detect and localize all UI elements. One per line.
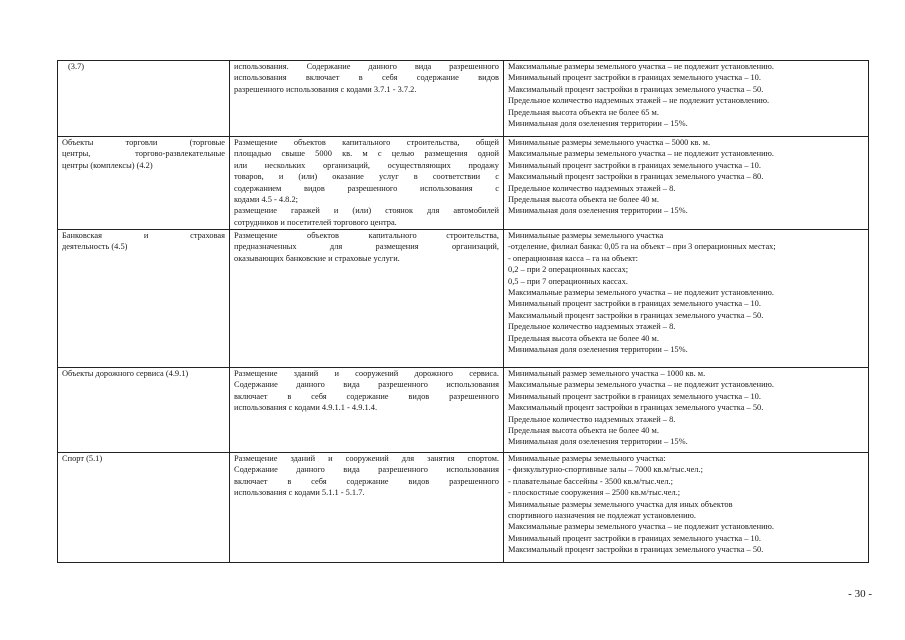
use-description-line: или нескольких организаций, осуществляющих продажу bbox=[234, 160, 499, 170]
parameter-line: Минимальный размер земельного участка – 1000 кв. м. bbox=[508, 369, 706, 378]
use-description-line: включает в себя содержание видов разрешенного bbox=[234, 476, 499, 486]
parameters-cell bbox=[504, 61, 869, 137]
use-description-line: содержанием видов разрешенного использования с bbox=[234, 183, 499, 193]
parameter-line: Предельная высота объекта не более 40 м. bbox=[508, 333, 659, 343]
use-description-line: кодами 4.5 - 4.8.2; bbox=[234, 195, 298, 205]
parameter-line: Минимальный процент застройки в границах земельного участка – 10. bbox=[508, 533, 761, 543]
parameter-line: Минимальные размеры земельного участка для иных объектов bbox=[508, 499, 733, 509]
parameter-line: 0,5 – при 7 операционных кассах. bbox=[508, 276, 628, 286]
parameter-line: -отделение, филиал банка: 0,05 га на объект – при 3 операционных местах; bbox=[508, 242, 776, 252]
use-description-line: оказывающих банковские и страховые услуги. bbox=[234, 253, 400, 263]
parameter-line: Предельная высота объекта не более 40 м. bbox=[508, 195, 659, 205]
use-type-name-line: центры, торгово-развлекательные bbox=[62, 149, 225, 159]
parameters-cell bbox=[504, 368, 869, 453]
use-description-line: Размещение зданий и сооружений для занятия спортом. bbox=[234, 454, 499, 463]
use-description-line: Содержание данного вида разрешенного использования bbox=[234, 465, 499, 475]
parameter-line: Максимальный процент застройки в границах земельного участка – 50. bbox=[508, 403, 764, 413]
use-description-line: Размещение объектов капитального строительства, bbox=[234, 231, 499, 240]
use-description-line: Размещение объектов капитального строительства, общей bbox=[234, 138, 499, 147]
page-number: - 30 - bbox=[848, 588, 872, 600]
use-description-line: сотрудников и посетителей торгового центра. bbox=[234, 217, 397, 227]
parameter-line: Минимальная доля озеленения территории – 15%. bbox=[508, 206, 688, 216]
use-description-line: использования включает в себя содержание видов bbox=[234, 73, 499, 83]
parameter-line: Минимальные размеры земельного участка bbox=[508, 231, 664, 240]
parameter-line: Минимальные размеры земельного участка – 5000 кв. м. bbox=[508, 138, 711, 147]
use-description-line: товаров, и (или) оказание услуг в соответствии с bbox=[234, 172, 499, 182]
parameter-line: Предельное количество надземных этажей – 8. bbox=[508, 322, 676, 332]
parameter-line: - плоскостные сооружения – 2500 кв.м/тыс.чел.; bbox=[508, 488, 681, 498]
parameter-line: Максимальные размеры земельного участка – не подлежит установлению. bbox=[508, 288, 774, 298]
use-description-cell bbox=[230, 137, 504, 230]
use-description-cell bbox=[230, 453, 504, 563]
use-type-name-line: Банковская и страховая bbox=[62, 231, 225, 240]
parameter-line: Предельное количество надземных этажей – не подлежит установлению. bbox=[508, 96, 770, 106]
parameters-cell bbox=[504, 453, 869, 563]
use-type-name-cell bbox=[58, 368, 230, 453]
parameter-line: Максимальные размеры земельного участка – не подлежит установлению. bbox=[508, 149, 774, 159]
use-type-name-cell bbox=[58, 137, 230, 230]
use-type-name-line: Спорт (5.1) bbox=[62, 454, 103, 463]
table-row bbox=[58, 453, 869, 563]
parameter-line: Минимальный процент застройки в границах земельного участка – 10. bbox=[508, 73, 761, 83]
parameter-line: - операционная касса – га на объект: bbox=[508, 253, 639, 263]
parameter-line: Максимальный процент застройки в границах земельного участка – 50. bbox=[508, 310, 764, 320]
use-description-line: размещение гаражей и (или) стоянок для автомобилей bbox=[234, 206, 499, 216]
use-type-name-cell bbox=[58, 61, 230, 137]
parameter-line: 0,2 – при 2 операционных кассах; bbox=[508, 265, 629, 275]
parameter-line: - физкультурно-спортивные залы – 7000 кв.м/тыс.чел.; bbox=[508, 465, 703, 475]
parameter-line: Максимальный процент застройки в границах земельного участка – 50. bbox=[508, 545, 764, 555]
parameter-line: Минимальная доля озеленения территории – 15%. bbox=[508, 119, 688, 129]
parameter-line: Минимальный процент застройки в границах земельного участка – 10. bbox=[508, 160, 761, 170]
use-type-name-cell bbox=[58, 453, 230, 563]
table-row bbox=[58, 230, 869, 368]
parameter-line: Минимальная доля озеленения территории – 15%. bbox=[508, 437, 688, 447]
use-description-line: Содержание данного вида разрешенного использования bbox=[234, 380, 499, 390]
table-row bbox=[58, 368, 869, 453]
parameter-line: Максимальные размеры земельного участка – не подлежит установлению. bbox=[508, 62, 774, 71]
table-row bbox=[58, 61, 869, 137]
parameter-line: Предельное количество надземных этажей – 8. bbox=[508, 414, 676, 424]
use-type-name-line: деятельность (4.5) bbox=[62, 242, 128, 252]
parameter-line: Минимальный процент застройки в границах земельного участка – 10. bbox=[508, 299, 761, 309]
use-description-cell bbox=[230, 61, 504, 137]
use-description-cell bbox=[230, 368, 504, 453]
parameter-line: Предельная высота объекта не более 40 м. bbox=[508, 426, 659, 436]
use-type-name-line: центры (комплексы) (4.2) bbox=[62, 160, 153, 170]
parameter-line: Максимальный процент застройки в границах земельного участка – 80. bbox=[508, 172, 764, 182]
parameter-line: Максимальные размеры земельного участка – не подлежит установлению. bbox=[508, 380, 774, 390]
land-use-regulations-table bbox=[57, 60, 869, 563]
use-description-line: включает в себя содержание видов разрешенного bbox=[234, 391, 499, 401]
parameter-line: Предельное количество надземных этажей – 8. bbox=[508, 183, 676, 193]
use-description-line: Размещение зданий и сооружений дорожного сервиса. bbox=[234, 369, 499, 378]
use-description-line: предназначенных для размещения организаций, bbox=[234, 242, 499, 252]
use-type-name-line: Объекты дорожного сервиса (4.9.1) bbox=[62, 369, 189, 378]
use-description-line: использования. Содержание данного вида разрешенного bbox=[234, 62, 499, 71]
table-row bbox=[58, 137, 869, 230]
parameter-line: спортивного назначения не подлежат установлению. bbox=[508, 511, 696, 521]
use-type-name-line: (3.7) bbox=[68, 62, 85, 71]
use-type-name-line: Объекты торговли (торговые bbox=[62, 138, 225, 147]
use-description-line: разрешенного использования с кодами 3.7.1 - 3.7.2. bbox=[234, 84, 417, 94]
parameters-cell bbox=[504, 230, 869, 368]
table-body bbox=[58, 61, 869, 563]
parameter-line: Минимальный процент застройки в границах земельного участка – 10. bbox=[508, 391, 761, 401]
parameter-line: Максимальный процент застройки в границах земельного участка – 50. bbox=[508, 84, 764, 94]
parameter-line: Предельная высота объекта не более 65 м. bbox=[508, 107, 659, 117]
use-type-name-cell bbox=[58, 230, 230, 368]
use-description-line: площадью свыше 5000 кв. м с целью размещения одной bbox=[234, 149, 499, 159]
parameters-cell bbox=[504, 137, 869, 230]
use-description-line: использования с кодами 4.9.1.1 - 4.9.1.4. bbox=[234, 403, 378, 413]
use-description-cell bbox=[230, 230, 504, 368]
parameter-line: - плавательные бассейны - 3500 кв.м/тыс.чел.; bbox=[508, 476, 673, 486]
parameter-line: Максимальные размеры земельного участка – не подлежит установлению. bbox=[508, 522, 774, 532]
parameter-line: Минимальные размеры земельного участка: bbox=[508, 454, 666, 463]
use-description-line: использования с кодами 5.1.1 - 5.1.7. bbox=[234, 488, 365, 498]
parameter-line: Минимальная доля озеленения территории – 15%. bbox=[508, 345, 688, 355]
